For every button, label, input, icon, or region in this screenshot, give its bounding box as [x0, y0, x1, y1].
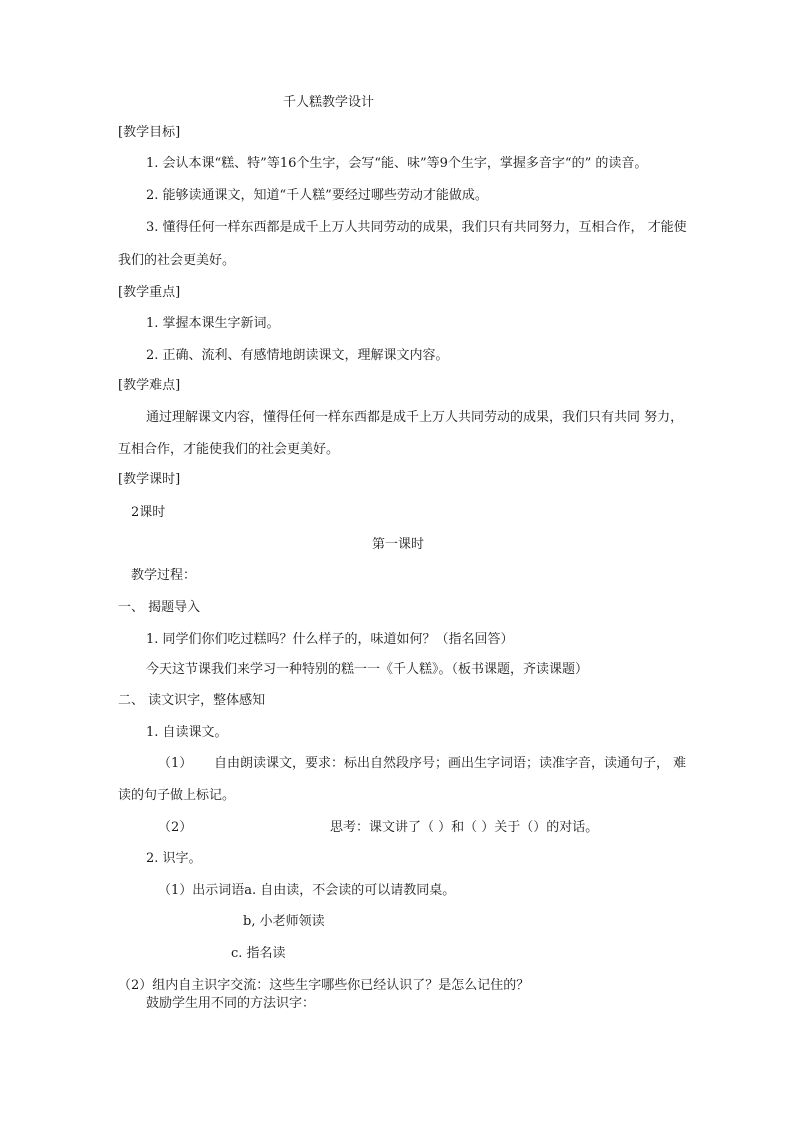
section-2-item-2-1-c: c. 指名读: [231, 946, 286, 961]
heading-difficulties: [教学难点]: [118, 378, 181, 393]
goal-item-3-line2: 我们的社会更美好。: [118, 253, 236, 268]
section-2-item-1: 1. 自读课文。: [146, 725, 228, 740]
section-2-item-2-1-b: b, 小老师领读: [243, 914, 325, 929]
goal-item-1: 1. 会认本课“糕、特”等16个生字，会写“能、味”等9个生字，掌握多音字“的” 的读音。: [146, 156, 648, 171]
section-2-item-2-1: （1）出示词语a. 自由读，不会读的可以请教同桌。: [158, 883, 456, 898]
difficulty-line2: 互相合作，才能使我们的社会更美好。: [118, 442, 340, 457]
heading-class-hours: [教学课时]: [118, 472, 181, 487]
key-item-1: 1. 掌握本课生字新词。: [146, 316, 280, 331]
section-2-item-1-2-number: （2）: [158, 820, 193, 835]
section-1-intro: 今天这节课我们来学习一种特别的糕一一《千人糕》。（板书课题，齐读课题）: [146, 662, 589, 677]
section-2-item-1-1-number: （1）: [158, 756, 193, 771]
section-2-item-2-3: 鼓励学生用不同的方法识字：: [146, 996, 316, 1011]
goal-item-2: 2. 能够读通课文，知道“千人糕”要经过哪些劳动才能做成。: [146, 188, 488, 203]
lesson-heading: 第一课时: [372, 537, 425, 552]
heading-key-points: [教学重点]: [118, 285, 181, 300]
section-2-item-1-1-line2: 读的句子做上标记。: [118, 788, 236, 803]
section-2-heading: 二、 读文识字，整体感知: [118, 693, 266, 708]
goal-item-3-line1: 3. 懂得任何一样东西都是成千上万人共同劳动的成果，我们只有共同努力，互相合作， 才能使: [146, 220, 687, 235]
section-2-item-1-1-line1: 自由朗读课文，要求：标出自然段序号；画出生字词语；读准字音，读通句子， 难: [214, 756, 687, 771]
section-1-heading: 一、 揭题导入: [118, 600, 201, 615]
difficulty-line1: 通过理解课文内容，懂得任何一样东西都是成千上万人共同劳动的成果，我们只有共同 努力，: [146, 410, 684, 425]
section-1-question: 1. 同学们你们吃过糕吗？什么样子的，味道如何？（指名回答）: [146, 632, 514, 647]
key-item-2: 2. 正确、流利、有感情地朗读课文，理解课文内容。: [146, 348, 449, 363]
class-hours-value: 2课时: [131, 505, 166, 520]
section-2-item-1-2-text: 思考：课文讲了（ ）和（ ）关于（）的对话。: [330, 820, 599, 835]
section-2-item-2-2: （2）组内自主识字交流：这些生字哪些你已经认识了？是怎么记住的？: [118, 978, 530, 993]
doc-title: 千人糕教学设计: [283, 95, 375, 110]
process-label: 教学过程：: [131, 568, 197, 583]
heading-teaching-goals: [教学目标]: [118, 125, 181, 140]
section-2-item-2: 2. 识字。: [146, 851, 202, 866]
